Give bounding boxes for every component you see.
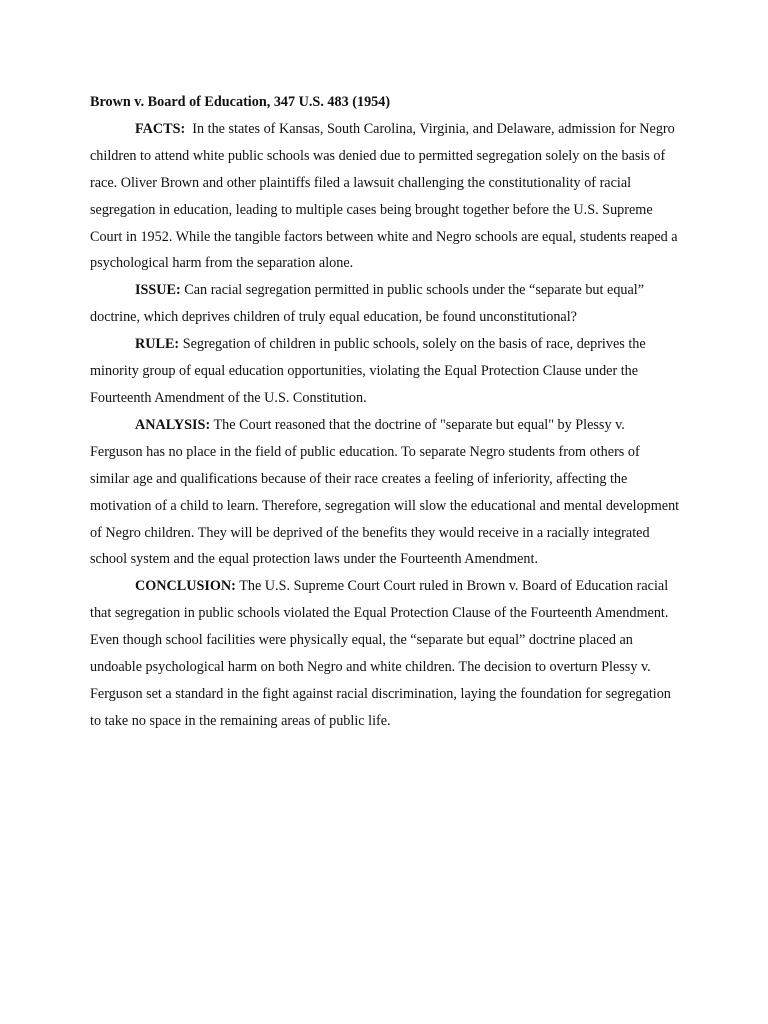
- rule-paragraph: [90, 331, 680, 412]
- analysis-heading: ANALYSIS:: [135, 416, 211, 433]
- conclusion-text: The U.S. Supreme Court Court ruled in Brown v. Board of Education racial that segregation in public schools violated the Equal Protection Clause of the Fourteenth Amendment. Even though school facilities were physically equal, the “separate but equal” doctrine placed an undoable psychological harm on both Negro and white children. The decision to overturn Plessy v. Ferguson set a standard in the fight against racial discrimination, laying the foundation for segregation to take no space in the remaining areas of public life.: [90, 578, 671, 729]
- facts-text: In the states of Kansas, South Carolina, Virginia, and Delaware, admission for Negro children to attend white public schools was denied due to permitted segregation solely on the basis of race. Oliver Brown and other plaintiffs filed a lawsuit challenging the constitutionality of racial segregation in education, leading to multiple cases being brought together before the U.S. Supreme Court in 1952. While the tangible factors between white and Negro schools are equal, students reaped a psychological harm from the separation alone.: [90, 120, 682, 272]
- facts-paragraph: [90, 116, 680, 277]
- issue-paragraph: [90, 277, 680, 331]
- analysis-text: The Court reasoned that the doctrine of "separate but equal" by Plessy v. Ferguson has no place in the field of public education. To separate Negro students from others of similar age and qualifications because of their race creates a feeling of inferiority, affecting the motivation of a child to learn. Therefore, segregation will slow the educational and mental development of Negro children. They will be deprived of the benefits they would receive in a racially integrated school system and the equal protection laws under the Fourteenth Amendment.: [90, 416, 680, 568]
- facts-heading: FACTS:: [135, 120, 186, 137]
- issue-heading: ISSUE:: [135, 282, 181, 299]
- case-title: Brown v. Board of Education, 347 U.S. 483 (1954): [90, 94, 391, 110]
- conclusion-heading: CONCLUSION:: [135, 578, 236, 595]
- rule-heading: RULE:: [135, 336, 180, 353]
- issue-text: Can racial segregation permitted in public schools under the “separate but equal” doctrine, which deprives children of truly equal education, be found unconstitutional?: [90, 282, 645, 326]
- document-body: [90, 89, 680, 735]
- rule-text: Segregation of children in public schools, solely on the basis of race, deprives the minority group of equal education opportunities, violating the Equal Protection Clause under the Fourteenth Amendment of the U.S. Constitution.: [90, 336, 646, 406]
- analysis-paragraph: [90, 412, 680, 573]
- conclusion-paragraph: [90, 573, 680, 734]
